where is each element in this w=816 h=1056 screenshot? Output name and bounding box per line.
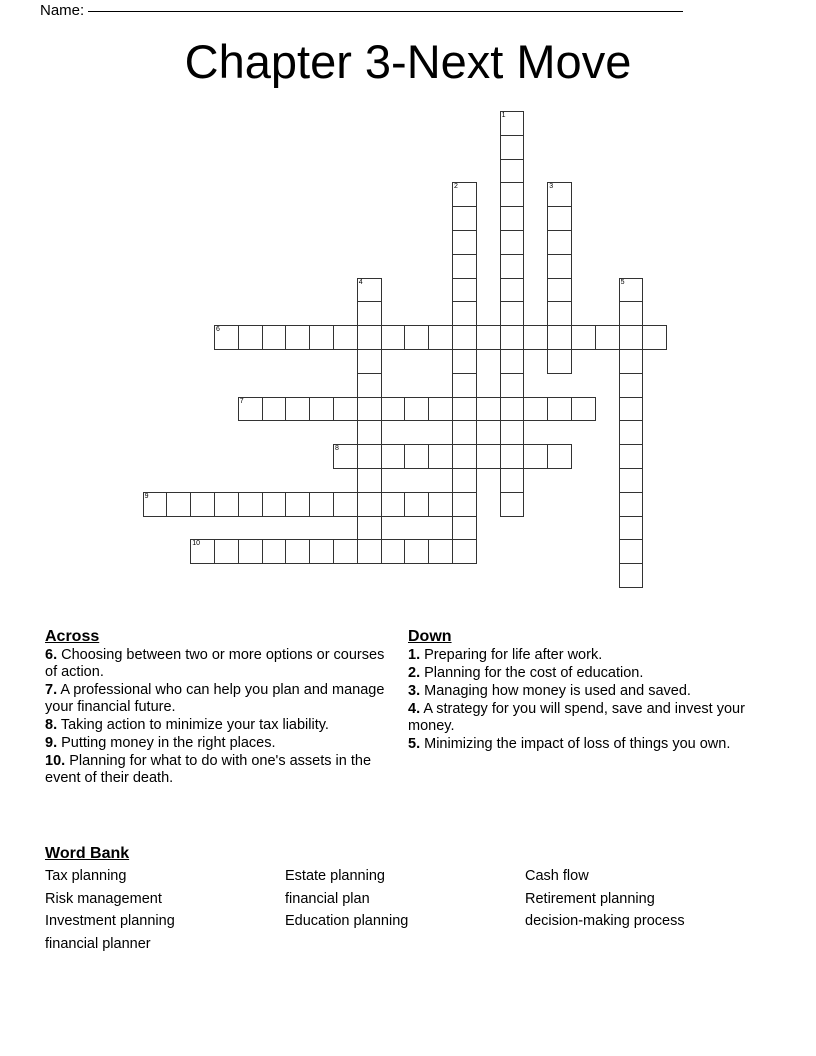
crossword-cell[interactable]	[357, 325, 382, 350]
page-title: Chapter 3-Next Move	[184, 35, 632, 88]
crossword-cell[interactable]	[500, 206, 525, 231]
down-clue-text: A strategy for you will spend, save and invest your money.	[408, 701, 745, 734]
crossword-cell[interactable]	[500, 159, 525, 184]
crossword-cell[interactable]	[500, 230, 525, 255]
crossword-cell[interactable]	[547, 254, 572, 279]
crossword-cell[interactable]	[214, 325, 239, 350]
crossword-cell[interactable]	[143, 492, 168, 517]
crossword-cell[interactable]	[452, 278, 477, 303]
crossword-cell[interactable]	[595, 325, 620, 350]
crossword-cell[interactable]	[262, 325, 287, 350]
across-clue-text: Choosing between two or more options or courses of action.	[45, 647, 385, 680]
across-clue-text: Planning for what to do with one's assets in the event of their death.	[45, 753, 372, 786]
crossword-cell[interactable]	[619, 301, 644, 326]
crossword-cell-number: 10	[192, 540, 200, 548]
crossword-cell[interactable]	[262, 539, 287, 564]
crossword-cell[interactable]	[190, 539, 215, 564]
crossword-cell[interactable]	[285, 397, 310, 422]
crossword-cell[interactable]	[214, 539, 239, 564]
crossword-cell[interactable]	[500, 325, 525, 350]
crossword-cell[interactable]	[452, 349, 477, 374]
across-clue-list	[45, 647, 390, 787]
crossword-cell[interactable]	[357, 301, 382, 326]
crossword-cell[interactable]	[214, 492, 239, 517]
crossword-cell[interactable]	[500, 182, 525, 207]
crossword-cell[interactable]	[547, 206, 572, 231]
across-heading: Across	[45, 628, 100, 645]
crossword-cell[interactable]	[500, 278, 525, 303]
crossword-cell[interactable]	[428, 444, 453, 469]
crossword-cell[interactable]	[452, 301, 477, 326]
crossword-cell-number: 2	[454, 183, 458, 191]
across-clue-text: Taking action to minimize your tax liability.	[57, 717, 329, 733]
down-clue-2	[408, 665, 753, 682]
across-clue-number: 6.	[45, 647, 58, 663]
crossword-cell[interactable]	[357, 444, 382, 469]
crossword-cell[interactable]	[357, 539, 382, 564]
across-clue-text: Putting money in the right places.	[57, 735, 276, 751]
crossword-cell[interactable]	[238, 397, 263, 422]
word-bank-item: financial plan	[285, 890, 370, 907]
crossword-cell[interactable]	[500, 254, 525, 279]
crossword-cell[interactable]	[404, 397, 429, 422]
down-clue-text: Preparing for life after work.	[420, 647, 603, 663]
down-clue-number: 1.	[408, 647, 421, 663]
crossword-cell[interactable]	[166, 492, 191, 517]
crossword-cell[interactable]	[404, 492, 429, 517]
crossword-cell[interactable]	[500, 111, 525, 136]
crossword-cell[interactable]	[452, 397, 477, 422]
down-clue-1	[408, 647, 753, 664]
across-clue-number: 7.	[45, 682, 58, 698]
crossword-cell-number: 4	[358, 278, 363, 286]
crossword-cell[interactable]	[547, 444, 572, 469]
across-clue-10	[45, 753, 390, 787]
crossword-cell[interactable]	[357, 397, 382, 422]
crossword-cell[interactable]	[619, 516, 644, 541]
crossword-cell[interactable]	[333, 397, 358, 422]
crossword-cell-number: 7	[239, 397, 244, 405]
crossword-cell[interactable]	[452, 254, 477, 279]
crossword-cell[interactable]	[619, 563, 644, 588]
crossword-cell[interactable]	[404, 325, 429, 350]
crossword-cell[interactable]	[238, 492, 263, 517]
crossword-cell-number: 6	[216, 326, 220, 334]
down-clue-3	[408, 683, 753, 700]
crossword-cell[interactable]	[523, 444, 548, 469]
across-clue-9	[45, 735, 390, 752]
across-clue-7	[45, 682, 390, 716]
down-clue-text: Planning for the cost of education.	[420, 665, 644, 681]
crossword-cell[interactable]	[238, 325, 263, 350]
crossword-cell[interactable]	[619, 444, 644, 469]
crossword-cell[interactable]	[476, 397, 501, 422]
crossword-cell[interactable]	[309, 492, 334, 517]
crossword-cell[interactable]	[285, 492, 310, 517]
crossword-cell[interactable]	[619, 325, 644, 350]
down-clue-number: 5.	[408, 736, 421, 752]
crossword-cell[interactable]	[500, 397, 525, 422]
down-clue-text: Managing how money is used and saved.	[420, 683, 691, 699]
crossword-cell[interactable]	[381, 397, 406, 422]
word-bank-item: Estate planning	[285, 868, 385, 884]
crossword-cell[interactable]	[619, 468, 644, 493]
crossword-cell[interactable]	[357, 278, 382, 303]
crossword-cell[interactable]	[500, 135, 525, 160]
crossword-cell-number: 9	[144, 492, 149, 500]
crossword-cell[interactable]	[476, 444, 501, 469]
crossword-cell[interactable]	[619, 539, 644, 564]
crossword-cell[interactable]	[381, 444, 406, 469]
crossword-cell[interactable]	[357, 420, 382, 445]
across-clue-8	[45, 717, 390, 734]
crossword-cell[interactable]	[333, 325, 358, 350]
crossword-cell[interactable]	[500, 349, 525, 374]
down-clue-5	[408, 736, 753, 753]
crossword-cell-number: 3	[549, 183, 554, 191]
crossword-cell[interactable]	[500, 420, 525, 445]
crossword-cell[interactable]	[452, 492, 477, 517]
down-clue-number: 4.	[408, 701, 421, 717]
crossword-cell[interactable]	[547, 349, 572, 374]
crossword-cell[interactable]	[428, 492, 453, 517]
crossword-cell[interactable]	[262, 492, 287, 517]
crossword-cell[interactable]	[357, 373, 382, 398]
word-bank-list	[45, 865, 785, 955]
down-clue-list	[408, 647, 753, 753]
word-bank-heading: Word Bank	[45, 845, 130, 862]
crossword-cell-number: 5	[620, 278, 625, 286]
crossword-cell[interactable]	[619, 420, 644, 445]
crossword-cell[interactable]	[547, 301, 572, 326]
crossword-cell[interactable]	[357, 516, 382, 541]
crossword-cell[interactable]	[500, 373, 525, 398]
crossword-cell[interactable]	[333, 539, 358, 564]
crossword-cell[interactable]	[452, 420, 477, 445]
crossword-cell[interactable]	[428, 325, 453, 350]
crossword-cell[interactable]	[571, 397, 596, 422]
word-bank-item: Tax planning	[45, 868, 127, 884]
crossword-cell[interactable]	[428, 539, 453, 564]
crossword-cell[interactable]	[619, 492, 644, 517]
word-bank-item: Education planning	[285, 913, 409, 929]
down-clue-number: 3.	[408, 683, 421, 699]
down-clue-4	[408, 701, 753, 735]
crossword-cell[interactable]	[500, 444, 525, 469]
crossword-cell[interactable]	[309, 397, 334, 422]
crossword-cell[interactable]	[262, 397, 287, 422]
crossword-cell[interactable]	[452, 182, 477, 207]
crossword-cell[interactable]	[500, 492, 525, 517]
crossword-cell[interactable]	[285, 539, 310, 564]
crossword-cell[interactable]	[309, 325, 334, 350]
crossword-cell[interactable]	[452, 539, 477, 564]
word-bank-section	[45, 845, 785, 955]
crossword-cell[interactable]	[452, 373, 477, 398]
down-clue-text: Minimizing the impact of loss of things you own.	[420, 736, 731, 752]
crossword-cell[interactable]	[238, 539, 263, 564]
crossword-cell-number: 8	[335, 445, 339, 453]
word-bank-item: decision-making process	[525, 913, 685, 929]
crossword-cell[interactable]	[547, 230, 572, 255]
across-clue-text: A professional who can help you plan and manage your financial future.	[45, 682, 385, 715]
crossword-cell[interactable]	[452, 468, 477, 493]
down-clues-column	[408, 628, 753, 754]
across-clue-6	[45, 647, 390, 681]
crossword-cell[interactable]	[190, 492, 215, 517]
word-bank-item: Cash flow	[525, 868, 589, 884]
across-clue-number: 8.	[45, 717, 58, 733]
crossword-cell[interactable]	[428, 397, 453, 422]
crossword-cell[interactable]	[357, 349, 382, 374]
crossword-cell[interactable]	[547, 325, 572, 350]
across-clue-number: 9.	[45, 735, 58, 751]
crossword-cell[interactable]	[523, 397, 548, 422]
crossword-cell[interactable]	[333, 492, 358, 517]
crossword-cell[interactable]	[500, 468, 525, 493]
word-bank-item: Retirement planning	[525, 890, 655, 907]
crossword-cell[interactable]	[452, 325, 477, 350]
down-heading: Down	[408, 628, 452, 645]
crossword-cell[interactable]	[619, 278, 644, 303]
crossword-cell[interactable]	[333, 444, 358, 469]
word-bank-item: Investment planning	[45, 913, 175, 929]
crossword-cell[interactable]	[404, 444, 429, 469]
crossword-cell[interactable]	[619, 397, 644, 422]
crossword-cell[interactable]	[476, 325, 501, 350]
crossword-cell[interactable]	[547, 397, 572, 422]
crossword-cell[interactable]	[547, 278, 572, 303]
name-label: Name:	[40, 2, 85, 19]
crossword-cell[interactable]	[381, 492, 406, 517]
crossword-cell[interactable]	[309, 539, 334, 564]
crossword-cell[interactable]	[357, 492, 382, 517]
crossword-cell[interactable]	[619, 373, 644, 398]
crossword-cell[interactable]	[404, 539, 429, 564]
crossword-cell[interactable]	[452, 444, 477, 469]
crossword-cell[interactable]	[357, 468, 382, 493]
crossword-cell-number: 1	[501, 112, 506, 119]
crossword-cell[interactable]	[452, 230, 477, 255]
word-bank-item: financial planner	[45, 935, 151, 952]
crossword-cell[interactable]	[523, 325, 548, 350]
crossword-cell[interactable]	[571, 325, 596, 350]
crossword-cell[interactable]	[500, 301, 525, 326]
across-clues-column	[45, 628, 390, 788]
word-bank-item: Risk management	[45, 890, 162, 907]
crossword-cell[interactable]	[642, 325, 667, 350]
down-clue-number: 2.	[408, 665, 421, 681]
across-clue-number: 10.	[45, 753, 66, 769]
crossword-cell[interactable]	[619, 349, 644, 374]
crossword-cell[interactable]	[285, 325, 310, 350]
crossword-cell[interactable]	[452, 206, 477, 231]
crossword-cell[interactable]	[381, 325, 406, 350]
crossword-cell[interactable]	[381, 539, 406, 564]
crossword-cell[interactable]	[452, 516, 477, 541]
crossword-cell[interactable]	[547, 182, 572, 207]
